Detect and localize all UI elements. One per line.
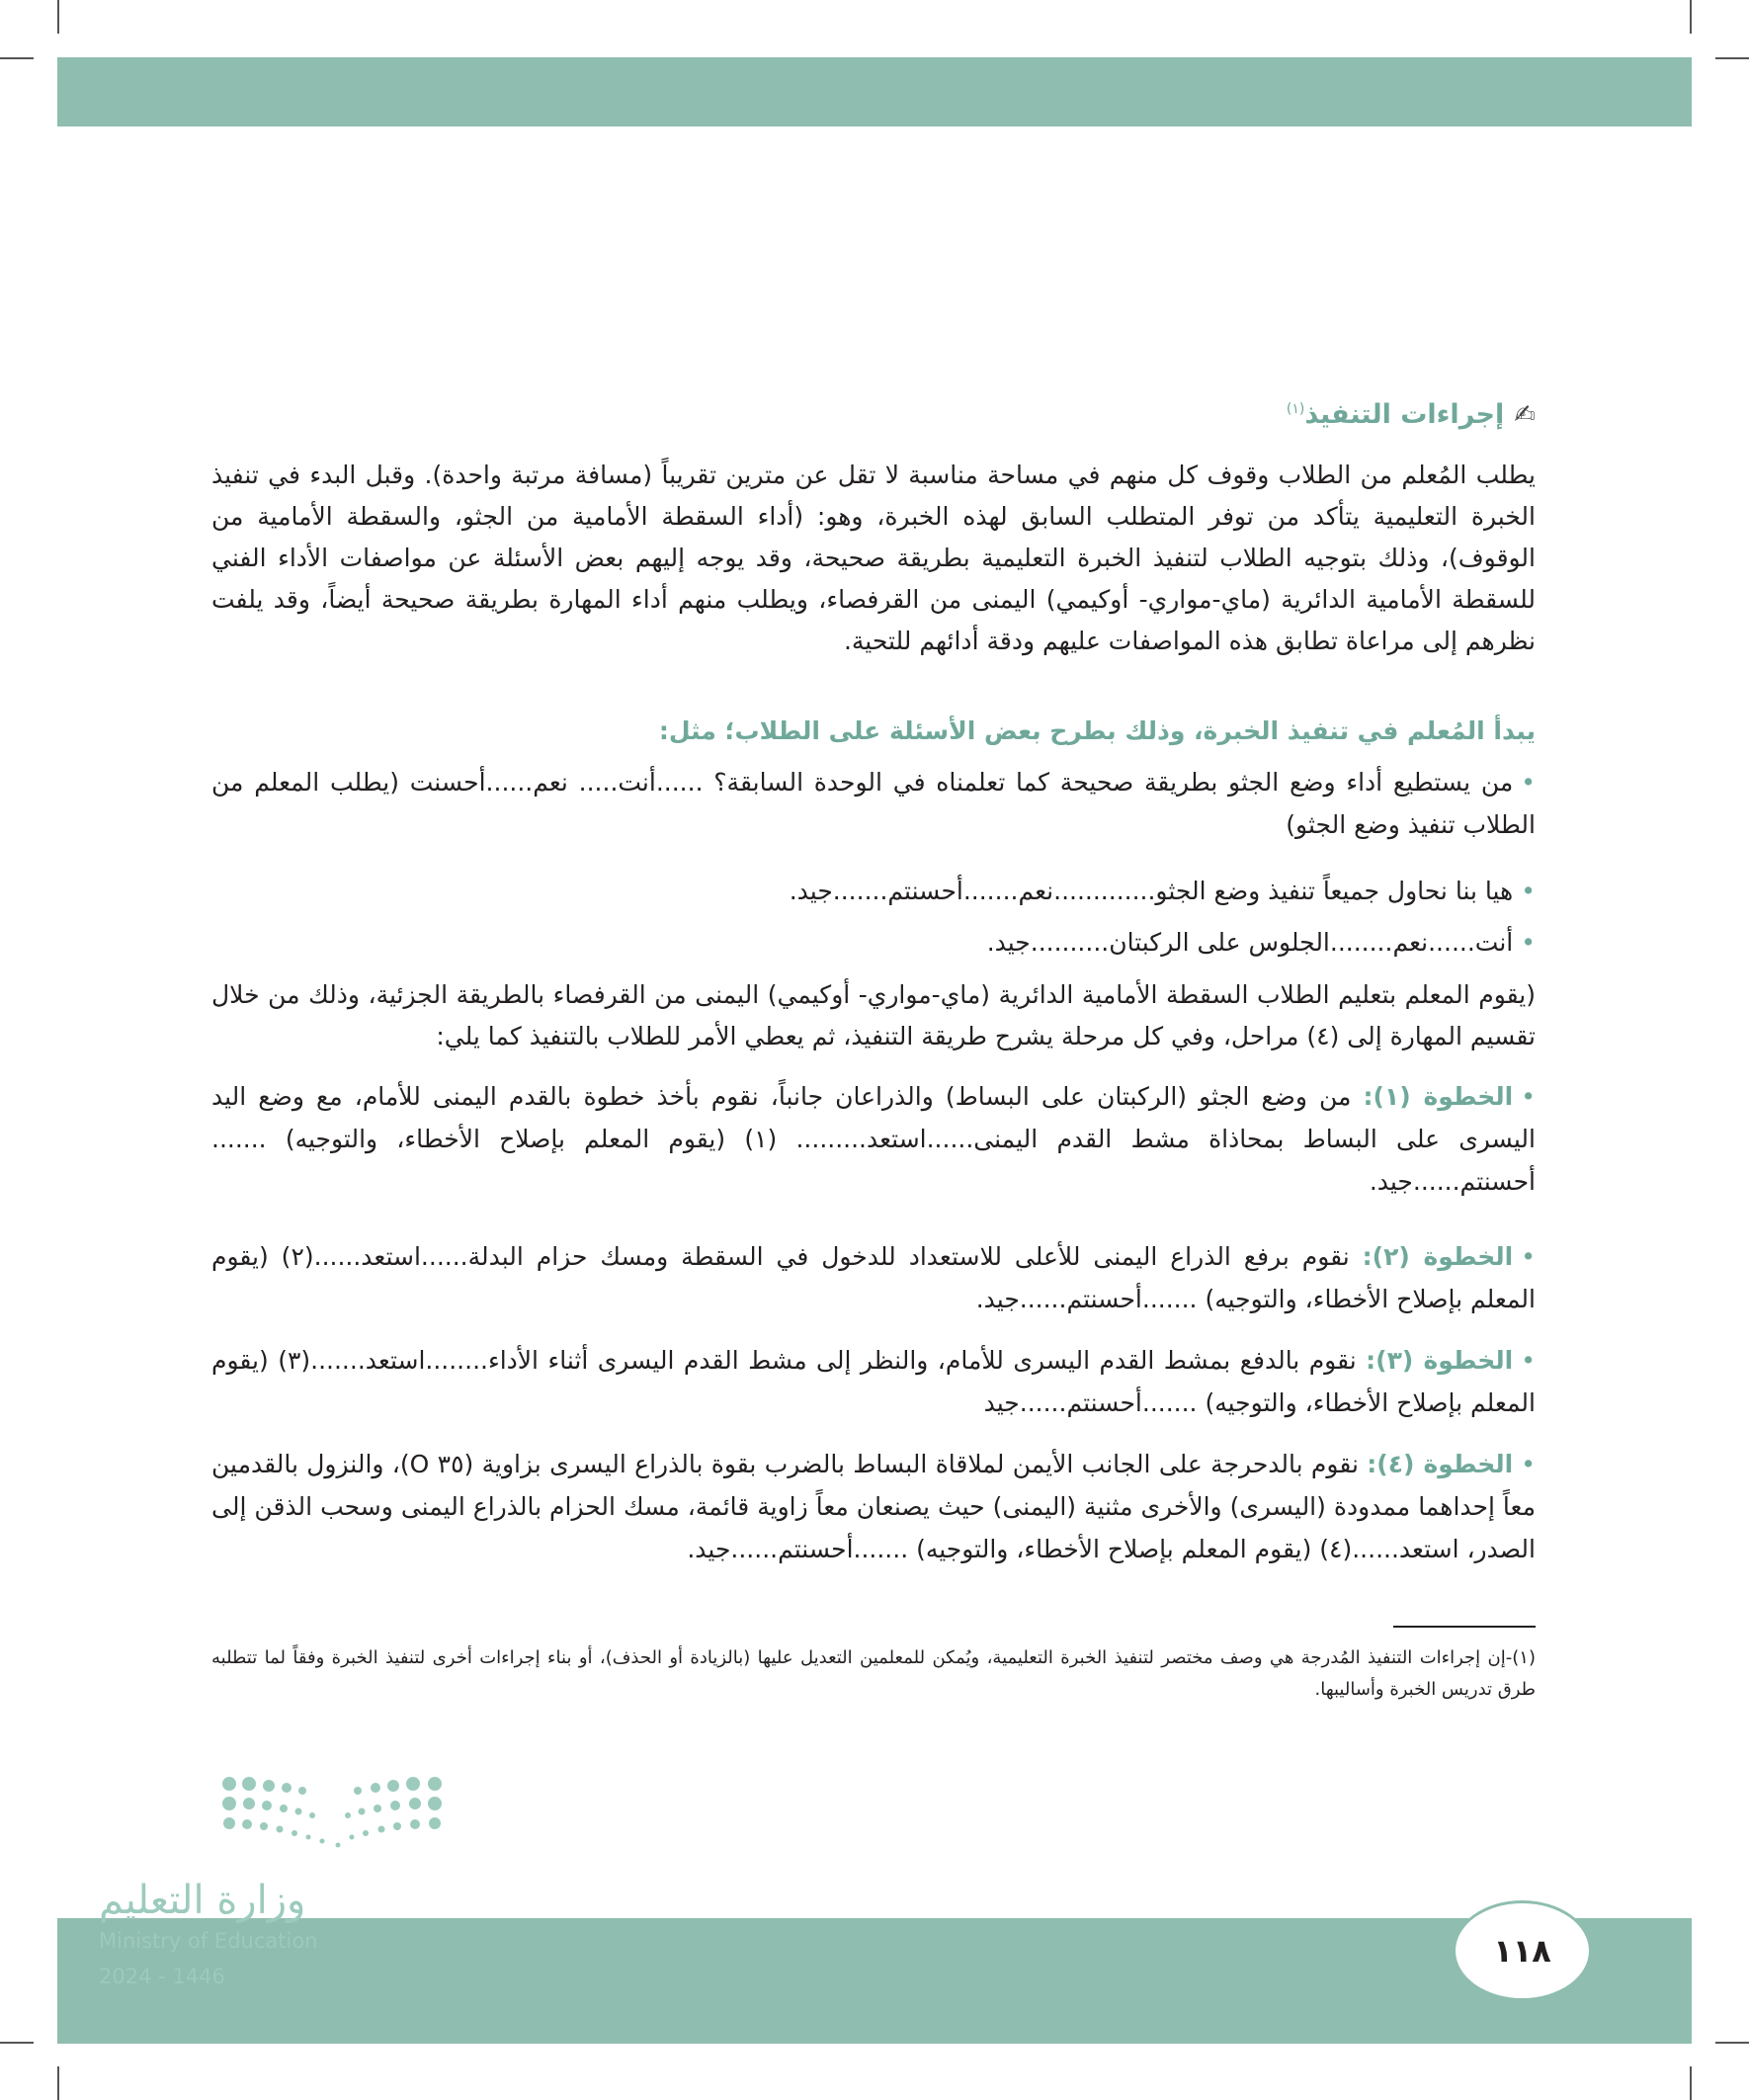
pen-icon: ✍ — [1514, 400, 1536, 430]
footnote: (١)-إن إجراءات التنفيذ المُدرجة هي وصف مختصر لتنفيذ الخبرة التعليمية، ويُمكن للمعلمين التعديل عليها (بالزيادة أو الحذف)، أو بناء إجراءات أخرى لتنفيذ الخبرة وفقاً لما تتطلبه طرق تدريس الخبرة وأساليبها. — [211, 1647, 1536, 1700]
page-number: ١١٨ — [1453, 1900, 1592, 2001]
bullet-icon: • — [1521, 928, 1536, 957]
step-text: نقوم برفع الذراع اليمنى للأعلى للاستعداد للدخول في السقطة ومسك حزام البدلة......استعد......(٢) (يقوم المعلم بإصلاح الأخطاء، والتوجيه) .......أحسنتم......جيد. — [211, 1242, 1536, 1313]
step-label: الخطوة (٣): — [1366, 1346, 1514, 1375]
step-text: من وضع الجثو (الركبتان على البساط) والذراعان جانباً، نقوم بأخذ خطوة بالقدم اليمنى للأمام، مع وضع اليد اليسرى على البساط بمحاذاة مشط القدم اليمنى......استعد......... (١) (يقوم المعلم بإصلاح الأخطاء، والتوجيه) ....... أحسنتم......جيد. — [211, 1082, 1536, 1196]
ministry-name-english: Ministry of Education — [99, 1929, 318, 1953]
step-item — [211, 1075, 1536, 1203]
bullet-icon: • — [1521, 1346, 1536, 1375]
subheading: يبدأ المُعلم في تنفيذ الخبرة، وذلك بطرح بعض الأسئلة على الطلاب؛ مثل: — [658, 716, 1536, 745]
step-item — [211, 1443, 1536, 1570]
step-text: نقوم بالدحرجة على الجانب الأيمن لملاقاة البساط بالضرب بقوة بالذراع اليسرى بزاوية (٣٥ O)، والنزول بالقدمين معاً إحداهما ممدودة (اليسرى) والأخرى مثنية (اليمنى) حيث يصنعان معاً زاوية قائمة، مسك الحزام بالذراع اليمنى وسحب الذقن إلى الصدر، استعد......(٤) (يقوم المعلم بإصلاح الأخطاء، والتوجيه) .......أحسنتم......جيد. — [211, 1450, 1536, 1563]
step-item — [211, 1235, 1536, 1320]
footnote-marker: (١) — [1286, 401, 1305, 417]
crop-mark — [1715, 2042, 1749, 2044]
step-label: الخطوة (٤): — [1367, 1450, 1514, 1478]
question-text: هيا بنا نحاول جميعاً تنفيذ وضع الجثو.............نعم.......أحسنتم.......جيد. — [789, 877, 1514, 905]
question-item — [211, 921, 1536, 964]
ministry-year: 2024 - 1446 — [99, 1965, 225, 1988]
section-heading — [1287, 399, 1536, 430]
top-decorative-band — [57, 57, 1692, 126]
question-item — [211, 870, 1536, 912]
step-text: نقوم بالدفع بمشط القدم اليسرى للأمام، والنظر إلى مشط القدم اليسرى أثناء الأداء........استعد.......(٣) (يقوم المعلم بإصلاح الأخطاء، والتوجيه) .......أحسنتم......جيد — [211, 1346, 1536, 1417]
intro-paragraph: يطلب المُعلم من الطلاب وقوف كل منهم في مساحة مناسبة لا تقل عن مترين تقريباً (مسافة مرتبة واحدة). وقبل البدء في تنفيذ الخبرة التعليمية يتأكد من توفر المتطلب السابق لهذه الخبرة، وهو: (أداء السقطة الأمامية من الجثو، والسقطة الأمامية من الوقوف)، وذلك بتوجيه الطلاب لتنفيذ الخبرة التعليمية بطريقة صحيحة، وقد يوجه إليهم بعض الأسئلة عن مواصفات الأداء الفني للسقطة الأمامية الدائرية (ماي-مواري- أوكيمي) اليمنى من القرفصاء، ويطلب منهم أداء المهارة بطريقة صحيحة أيضاً، وقد يلفت نظرهم إلى مراعاة تطابق هذه المواصفات عليهم ودقة أدائهم للتحية. — [211, 461, 1536, 655]
question-text: من يستطيع أداء وضع الجثو بطريقة صحيحة كما تعلمناه في الوحدة السابقة؟ ......أنت..... نعم......أحسنت (يطلب المعلم من الطلاب تنفيذ وضع الجثو) — [211, 768, 1536, 839]
method-paragraph: (يقوم المعلم بتعليم الطلاب السقطة الأمامية الدائرية (ماي-مواري- أوكيمي) اليمنى من القرفصاء بالطريقة الجزئية، وذلك من خلال تقسيم المهارة إلى (٤) مراحل، وفي كل مرحلة يشرح طريقة التنفيذ، ثم يعطي الأمر للطلاب بالتنفيذ كما يلي: — [211, 980, 1536, 1050]
bullet-icon: • — [1521, 877, 1536, 905]
crop-mark — [57, 0, 59, 34]
crop-mark — [0, 2042, 34, 2044]
crop-mark — [1690, 0, 1692, 34]
step-label: الخطوة (٢): — [1362, 1242, 1514, 1271]
crop-mark — [0, 57, 34, 59]
ministry-name-arabic: وزارة التعليم — [99, 1878, 306, 1923]
crop-mark — [1690, 2066, 1692, 2100]
footnote-separator — [1393, 1626, 1536, 1628]
bullet-icon: • — [1521, 1450, 1536, 1478]
crop-mark — [57, 2066, 59, 2100]
question-text: أنت......نعم........الجلوس على الركبتان..........جيد. — [986, 928, 1514, 957]
step-item — [211, 1339, 1536, 1424]
question-item — [211, 761, 1536, 846]
step-label: الخطوة (١): — [1363, 1082, 1514, 1111]
bullet-icon: • — [1521, 1082, 1537, 1111]
section-heading-text: إجراءات التنفيذ — [1304, 399, 1505, 430]
bullet-icon: • — [1521, 768, 1536, 797]
bullet-icon: • — [1521, 1242, 1536, 1271]
crop-mark — [1715, 57, 1749, 59]
